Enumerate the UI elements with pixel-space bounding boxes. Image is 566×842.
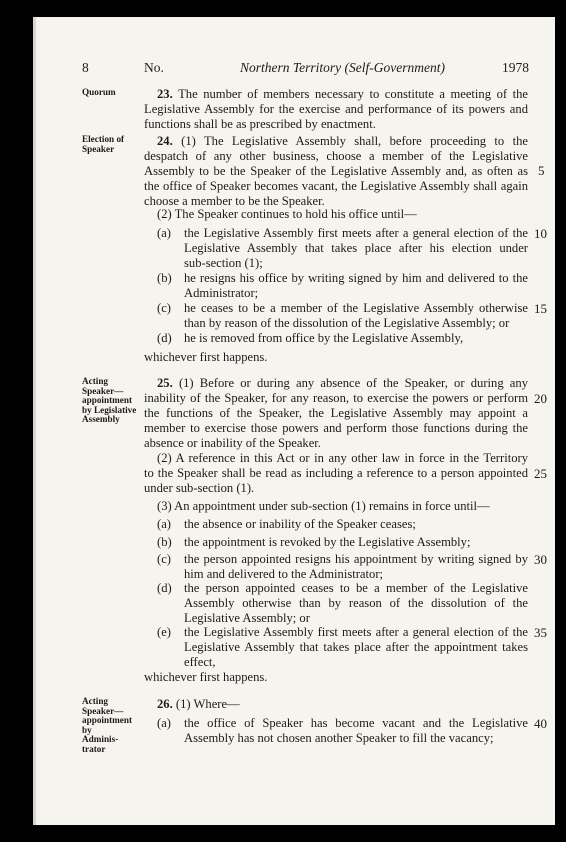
text-line: (2) A reference in this Act or in any other law in force in the Territory [157,451,528,465]
text-line [144,376,528,391]
text-line: Administrator; [184,286,259,300]
s24-closing: whichever first happens. [144,350,268,364]
margin-note-line: Assembly [82,414,120,425]
s26-para-a [184,716,528,746]
text-line: Assembly has not chosen another Speaker to fill the vacancy; [184,731,494,745]
text-line [144,87,528,102]
margin-note-acting-speaker-assembly [82,377,136,425]
margin-note-quorum [82,88,116,98]
margin-note-election-of-speaker [82,135,124,154]
text-line: he ceases to be a member of the Legislative Assembly otherwise [184,301,528,315]
s25-para-c [184,552,528,582]
text-line: Assembly to be the Speaker of the Legislative Assembly and, as often as [144,164,528,178]
text-line: the office of Speaker has become vacant and the Legislative [184,716,528,730]
margin-note-line: trator [82,743,106,754]
document-page [33,17,555,825]
margin-note-line: Quorum [82,87,116,97]
text-line: the person appointed ceases to be a member of the Legislative [184,581,528,595]
page-spine-edge [33,17,36,825]
text-line: to the Speaker shall be read as including a reference to a person appointed [144,466,528,480]
text-line: effect, [184,655,216,669]
section-24 [144,134,528,209]
margin-note-line: Acting [82,696,109,706]
text-line: under sub-section (1). [144,481,255,495]
text-fragment: The number of members necessary to constitute a meeting of the [178,87,529,101]
s24-para-d: he is removed from office by the Legislative Assembly, [184,331,464,345]
margin-note-line: Speaker— [82,705,124,716]
text-line: the Legislative Assembly first meets after a general election of the [184,226,528,240]
section-number: 24. [157,134,173,148]
text-line: Assembly otherwise than by reason of the dissolution of the [184,596,528,610]
s24-para-d-label: (d) [157,331,172,345]
text-fragment: (1) Where— [175,697,240,711]
s25-para-a-label: (a) [157,517,171,531]
text-line: Legislative Assembly for the exercise and performance of its powers and [144,102,528,116]
margin-note-line: Acting [82,376,109,386]
text-fragment: (1) Before or during any absence of the Speaker, or during any [178,376,528,390]
line-number: 10 [534,226,547,241]
line-number: 15 [534,301,547,316]
text-line: him and delivered to the Administrator; [184,567,384,581]
s25-para-c-label: (c) [157,552,171,566]
s25-subsection-2 [144,451,528,496]
text-line: the office of Speaker becomes vacant, the Legislative Assembly shall again [144,179,528,193]
s25-para-b-label: (b) [157,535,172,549]
line-number: 20 [534,391,547,406]
s25-para-a: the absence or inability of the Speaker ceases; [184,517,416,531]
s24-para-a [184,226,528,271]
section-23 [144,87,528,132]
text-line: the functions of the Speaker, the Legislative Assembly may appoint a [144,406,528,420]
s25-para-d [184,581,528,626]
margin-note-line: by Legislative [82,404,137,415]
act-year: 1978 [502,60,529,75]
s24-para-c-label: (c) [157,301,171,315]
text-line: inability of the Speaker, for any reason, to exercise the powers or perform [144,391,528,405]
text-line: Legislative Assembly that takes place after his election under [184,241,528,255]
margin-note-line: by [82,724,92,735]
s25-para-e-label: (e) [157,625,171,639]
text-line: despatch of any other business, choose a member of the Legislative [144,149,528,163]
s24-para-c [184,301,528,331]
margin-note-line: Speaker— [82,385,124,396]
text-line: absence or inability of the Speaker. [144,436,321,450]
margin-note-line: Speaker [82,143,115,154]
line-number: 25 [534,466,547,481]
margin-note-line: appointment [82,395,133,406]
text-line: the person appointed resigns his appointment by writing signed by [184,552,528,566]
section-number: 23. [157,87,173,101]
section-number: 26. [157,697,173,711]
section-26 [157,697,240,712]
s26-para-a-label: (a) [157,716,171,730]
text-line: Legislative Assembly that takes place after the appointment takes [184,640,528,654]
margin-note-line: Adminis- [82,734,119,745]
s24-para-a-label: (a) [157,226,171,240]
text-fragment: (1) The Legislative Assembly shall, before proceeding to the [181,134,528,148]
section-number: 25. [157,376,173,390]
s25-para-b: the appointment is revoked by the Legislative Assembly; [184,535,471,549]
text-line: choose a member to be the Speaker. [144,194,325,208]
s25-subsection-3: (3) An appointment under sub-section (1) remains in force until— [157,499,490,513]
line-number: 5 [538,163,545,178]
line-number: 35 [534,625,547,640]
s24-subsection-2: (2) The Speaker continues to hold his office until— [157,207,417,221]
s24-para-b [184,271,528,301]
margin-note-acting-speaker-administrator [82,697,132,755]
line-number: 40 [534,716,547,731]
text-line [144,134,528,149]
text-line: functions shall be as prescribed by enactment. [144,117,376,131]
s25-para-d-label: (d) [157,581,172,595]
margin-note-line: appointment [82,715,133,726]
line-number: 30 [534,552,547,567]
page-number: 8 [82,60,89,75]
text-line: than by reason of the dissolution of the Legislative Assembly; or [184,316,510,330]
text-line: member to exercise those powers and perform those functions during the [144,421,528,435]
text-line: he resigns his office by writing signed by him and delivered to the [184,271,528,285]
s25-closing: whichever first happens. [144,670,268,684]
margin-note-line: Election of [82,134,125,144]
text-line: Legislative Assembly; or [184,611,310,625]
act-title: Northern Territory (Self-Government) [240,60,445,75]
s25-para-e [184,625,528,670]
section-25 [144,376,528,451]
s24-para-b-label: (b) [157,271,172,285]
text-line: the Legislative Assembly first meets after a general election of the [184,625,528,639]
text-line: sub-section (1); [184,256,263,270]
act-number-label: No. [144,60,164,75]
